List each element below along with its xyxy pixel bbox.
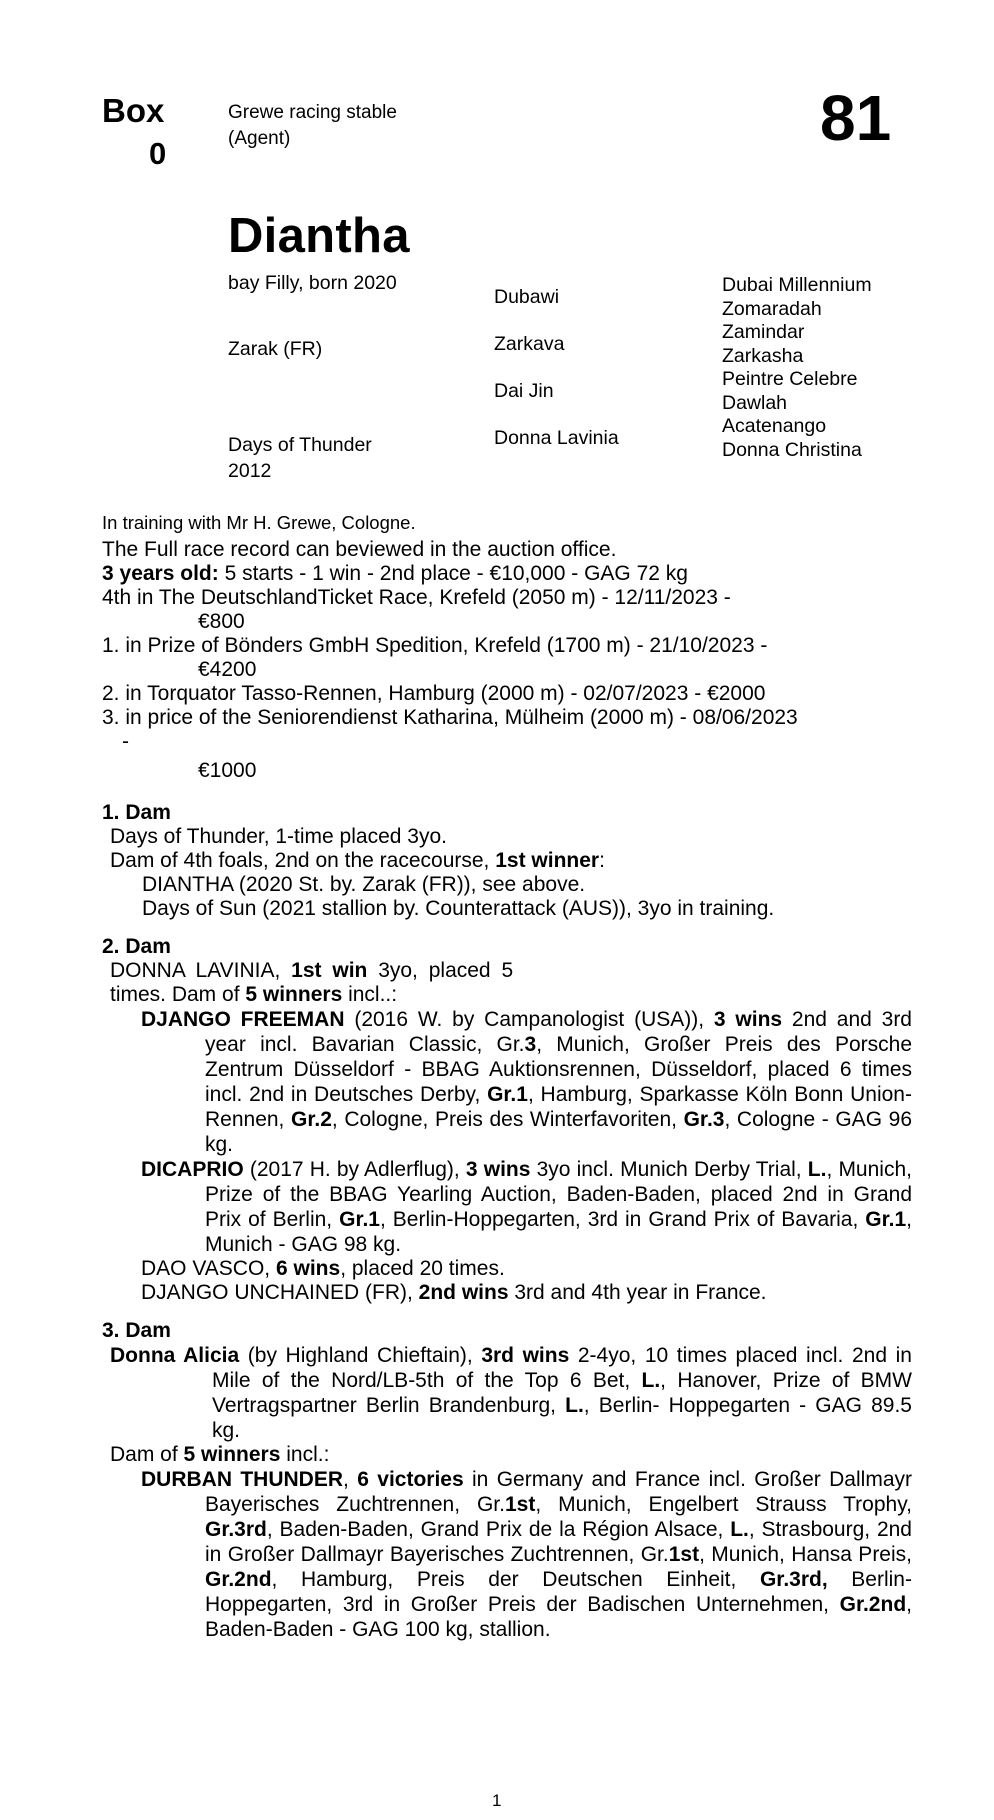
dam2-intro: times. Dam of 5 winners incl..: [110,983,398,1006]
dam2-progeny: DJANGO UNCHAINED (FR), 2nd wins 3rd and 4th year in France. [141,1281,767,1304]
dam3-progeny: DURBAN THUNDER, 6 victories in Germany and France incl. Großer Dallmayr Bayerisches Zuchtrennen, Gr.1st, Munich, Engelbert Strauss Trophy, Gr.3rd, Baden-Baden, Grand Prix de la Région Alsace, L., Strasbourg, 2nd in Großer Dallmayr Bayerisches Zuchtrennen, Gr.1st, Munich, Hansa Preis, Gr.2nd, Hamburg, Preis der Deutschen Einheit, Gr.3rd, Berlin-Hoppegarten, 3rd in Großer Preis der Badischen Unternehmen, Gr.2nd, Baden-Baden - GAG 100 kg, stallion. [141,1468,912,1641]
dam-year: 2012 [228,460,272,482]
agent-role: (Agent) [228,128,291,149]
page-number: 1 [492,1791,502,1810]
dam1-progeny: Days of Sun (2021 stallion by. Counterattack (AUS)), 3yo in training. [142,897,775,920]
dam1-line: Dam of 4th foals, 2nd on the racecourse, 1st winner: [110,849,605,872]
dam2-progeny: DAO VASCO, 6 wins, placed 20 times. [141,1257,505,1280]
race-summary [102,562,912,586]
page-body [102,538,912,1642]
race-result: 2. in Torquator Tasso-Rennen, Hamburg (2000 m) - 02/07/2023 - €2000 [102,682,766,705]
training-note: In training with Mr H. Grewe, Cologne. [102,512,416,533]
box-label: Box [102,92,165,129]
dam2-intro: DONNA LAVINIA, 1st win 3yo, placed 5 [110,959,514,982]
summary-text: 5 starts - 1 win - 2nd place - €10,000 - GAG 72 kg [218,562,688,585]
ancestor-g3: Zomaradah [722,298,822,320]
race-result: 4th in The DeutschlandTicket Race, Krefeld (2050 m) - 12/11/2023 - [102,586,731,609]
dam: Days of Thunder [228,434,372,456]
sire-dam: Zarkava [494,333,565,355]
full-record-note: The Full race record can beviewed in the auction office. [102,538,617,561]
dam3-intro: Donna Alicia (by Highland Chieftain), 3rd wins 2-4yo, 10 times placed incl. 2nd in Mile of the Nord/LB-5th of the Top 6 Bet, L., Hanover, Prize of BMW Vertragspartner Berlin Brandenburg, L., Berlin- Hoppegarten - GAG 89.5 kg. [110,1344,912,1442]
race-prize: €4200 [198,658,257,681]
dam1-line: Days of Thunder, 1-time placed 3yo. [110,825,447,848]
dam-sire: Dai Jin [494,380,554,402]
race-result: 1. in Prize of Bönders GmbH Spedition, Krefeld (1700 m) - 21/10/2023 - [102,634,768,657]
lot-number: 81 [820,82,892,154]
sire-sire: Dubawi [494,286,560,308]
agent-block [228,100,397,152]
ancestor-g3: Dubai Millennium [722,274,872,296]
dam3-damof: Dam of 5 winners incl.: [110,1443,330,1466]
ancestor-g3: Dawlah [722,392,788,414]
race-result: 3. in price of the Seniorendienst Katharina, Mülheim (2000 m) - 08/06/2023 [102,706,798,729]
ancestor-g3: Acatenango [722,415,827,437]
horse-description: bay Filly, born 2020 [228,272,397,294]
race-prize: €800 [198,610,245,633]
agent-name: Grewe racing stable [228,102,397,123]
dam2-progeny: DICAPRIO (2017 H. by Adlerflug), 3 wins 3yo incl. Munich Derby Trial, L., Munich, Prize of the BBAG Yearling Auction, Baden-Baden, placed 2nd in Grand Prix of Berlin, Gr.1, Berlin-Hoppegarten, 3rd in Grand Prix of Bavaria, Gr.1, Munich - GAG 98 kg. [141,1158,912,1256]
dam2-heading: 2. Dam [102,935,171,958]
ancestor-g3: Zarkasha [722,345,804,367]
race-dash: - [122,730,129,753]
sire: Zarak (FR) [228,338,323,360]
ancestor-g3: Zamindar [722,321,805,343]
dam1-heading: 1. Dam [102,801,171,824]
dam-dam: Donna Lavinia [494,427,619,449]
dam3-heading: 3. Dam [102,1319,171,1342]
dam2-progeny: DJANGO FREEMAN (2016 W. by Campanologist (USA)), 3 wins 2nd and 3rd year incl. Bavarian Classic, Gr.3, Munich, Großer Preis des Porsche Zentrum Düsseldorf - BBAG Auktionsrennen, Düsseldorf, placed 6 times incl. 2nd in Deutsches Derby, Gr.1, Hamburg, Sparkasse Köln Bonn Union-Rennen, Gr.2, Cologne, Preis des Winterfavoriten, Gr.3, Cologne - GAG 96 kg. [141,1008,912,1156]
box-number: 0 [149,136,167,171]
horse-name: Diantha [228,209,410,263]
race-prize: €1000 [198,759,257,782]
summary-label: 3 years old: [102,562,219,585]
dam1-progeny: DIANTHA (2020 St. by. Zarak (FR)), see above. [142,873,586,896]
ancestor-g3: Peintre Celebre [722,368,858,390]
ancestor-g3: Donna Christina [722,439,862,461]
